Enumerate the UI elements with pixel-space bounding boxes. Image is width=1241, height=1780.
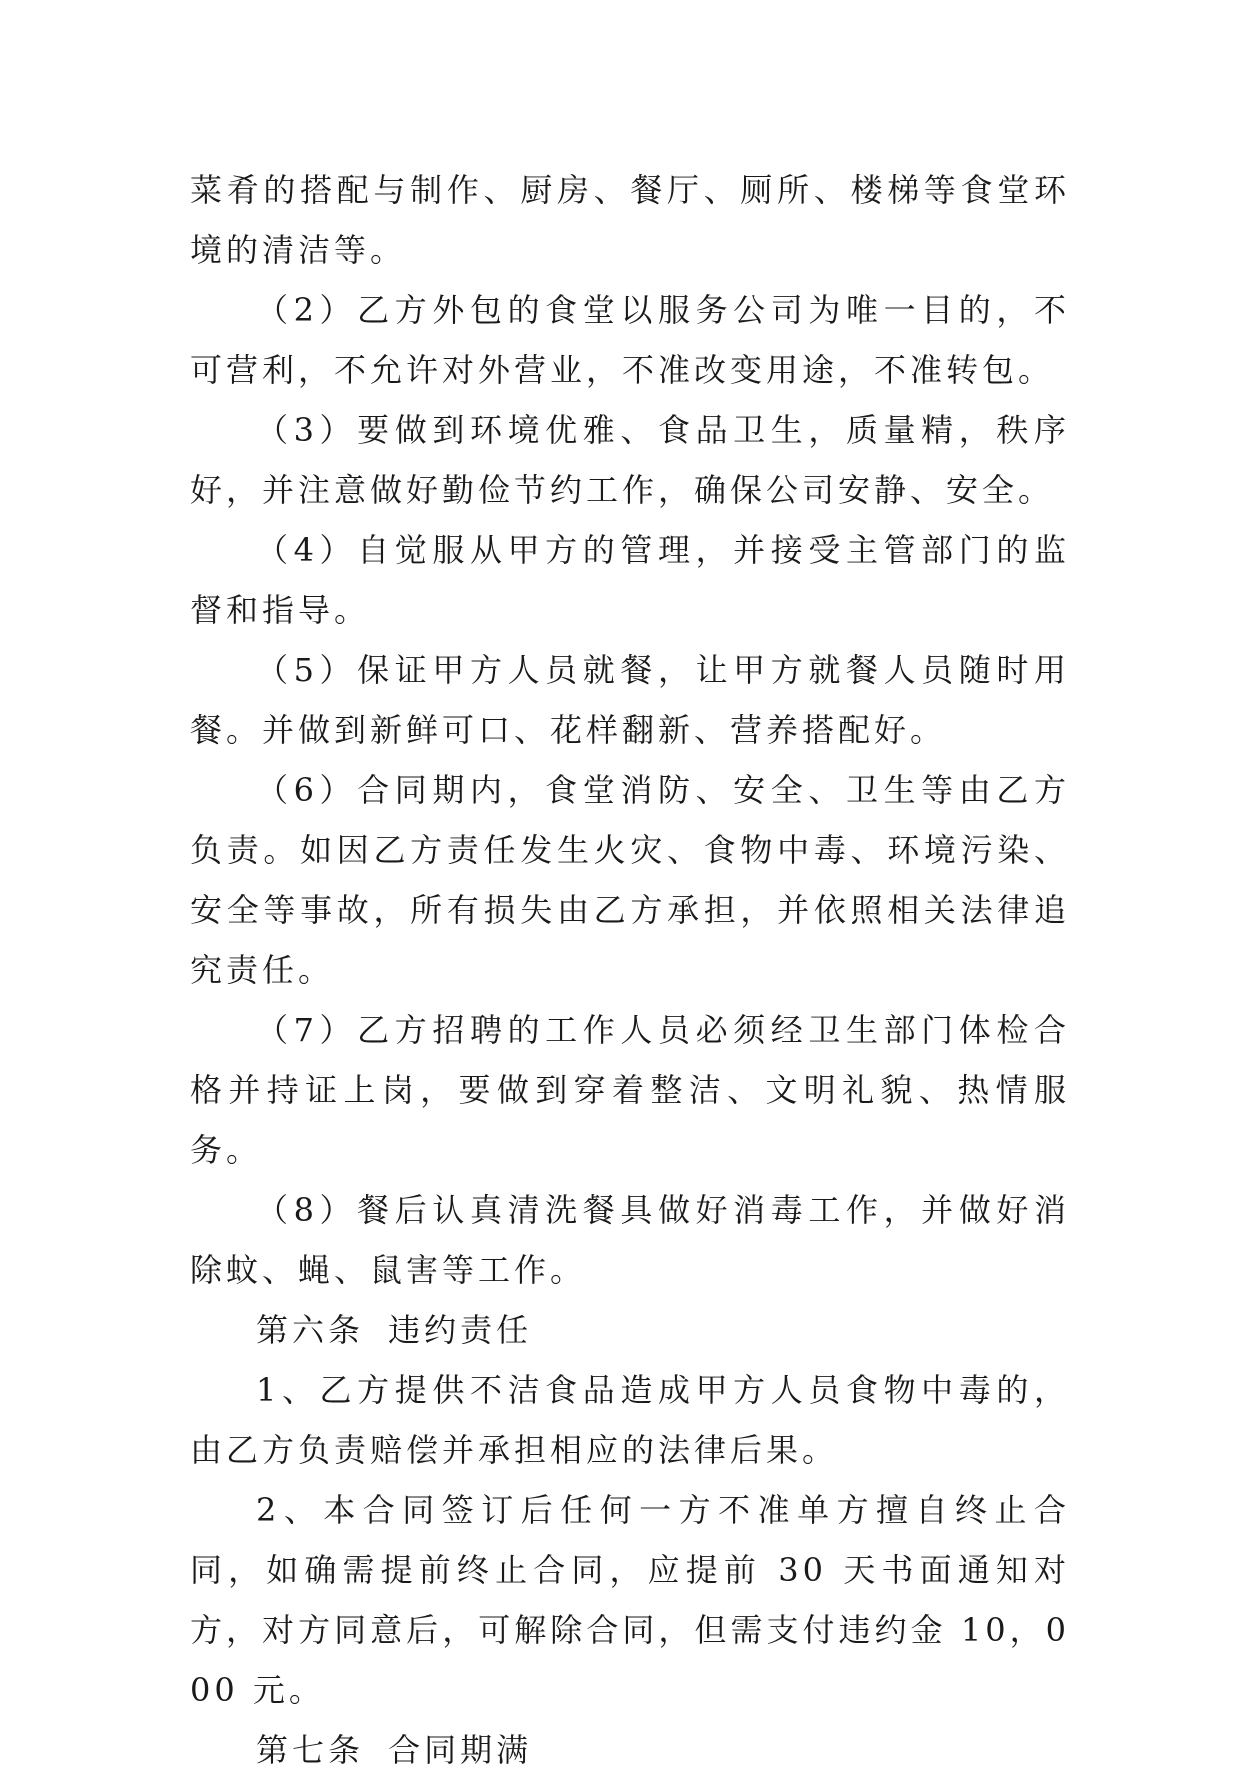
clause-item-6: （6）合同期内，食堂消防、安全、卫生等由乙方负责。如因乙方责任发生火灾、食物中毒、环境污染、安全等事故，所有损失由乙方承担，并依照相关法律追究责任。 [190,771,1070,989]
clause-item-2: （2）乙方外包的食堂以服务公司为唯一目的，不可营利，不允许对外营业，不准改变用途，不准转包。 [190,291,1070,389]
clause-item-3: （3）要做到环境优雅、食品卫生，质量精，秩序好，并注意做好勤俭节约工作，确保公司安静、安全。 [190,411,1070,509]
liability-item-2: 2、本合同签订后任何一方不准单方擅自终止合同，如确需提前终止合同，应提前 30 天书面通知对方，对方同意后，可解除合同，但需支付违约金 10，000 元。 [190,1491,1070,1709]
document-body [190,160,1070,1780]
paragraph-continuation: 菜肴的搭配与制作、厨房、餐厅、厕所、楼梯等食堂环境的清洁等。 [190,171,1070,269]
clause-item-8: （8）餐后认真清洗餐具做好消毒工作，并做好消除蚊、蝇、鼠害等工作。 [190,1191,1070,1289]
section-heading-article-7: 第七条 合同期满 [256,1731,533,1769]
clause-item-4: （4）自觉服从甲方的管理，并接受主管部门的监督和指导。 [190,531,1070,629]
liability-item-1: 1、乙方提供不洁食品造成甲方人员食物中毒的，由乙方负责赔偿并承担相应的法律后果。 [190,1371,1070,1469]
clause-item-7: （7）乙方招聘的工作人员必须经卫生部门体检合格并持证上岗，要做到穿着整洁、文明礼貌、热情服务。 [190,1011,1070,1169]
section-heading-article-6: 第六条 违约责任 [256,1311,533,1349]
clause-item-5: （5）保证甲方人员就餐，让甲方就餐人员随时用餐。并做到新鲜可口、花样翻新、营养搭配好。 [190,651,1070,749]
